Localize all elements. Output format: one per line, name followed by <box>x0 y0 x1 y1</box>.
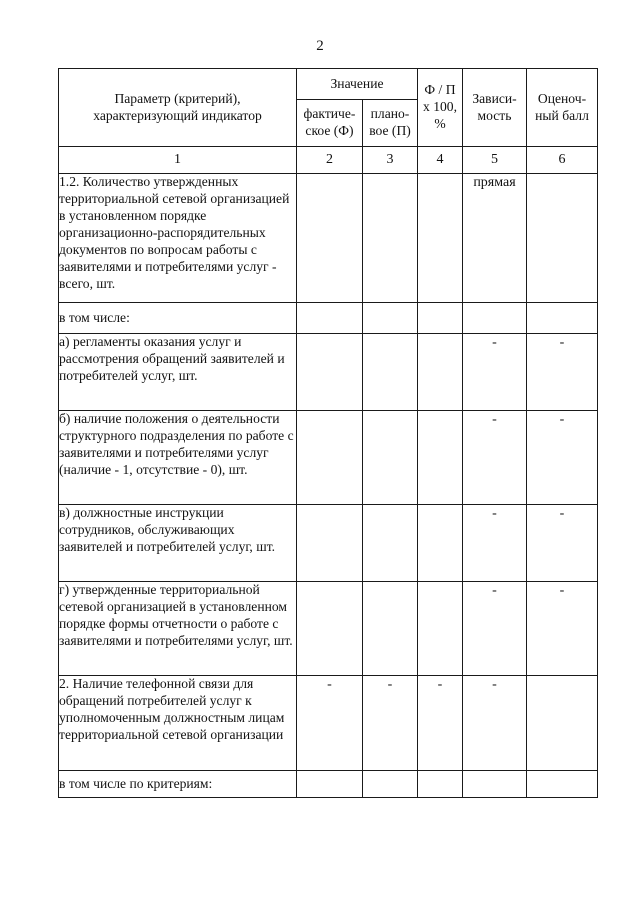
parameter-cell: в) должностные инструкции сотрудников, обслуживающих заявителей и потребителей услуг, шт. <box>59 505 297 582</box>
header-score-line1: Оценоч- <box>537 90 587 106</box>
ratio-cell <box>418 771 463 798</box>
planned-cell <box>363 411 418 505</box>
parameter-cell: а) регламенты оказания услуг и рассмотрения обращений заявителей и потребителей услуг, шт. <box>59 334 297 411</box>
table-row <box>59 303 598 334</box>
column-number: 2 <box>297 147 363 174</box>
score-cell <box>527 676 598 771</box>
header-actual <box>297 100 363 147</box>
planned-cell <box>363 505 418 582</box>
ratio-cell <box>418 303 463 334</box>
column-number-row <box>59 147 598 174</box>
table-row <box>59 676 598 771</box>
header-dependency-line2: мость <box>477 107 512 123</box>
dependency-cell: - <box>463 676 527 771</box>
table-row <box>59 174 598 303</box>
parameter-cell: г) утвержденные территориальной сетевой организацией в установленном порядке формы отчетности о работе с заявителями и потребителями услуг, шт. <box>59 582 297 676</box>
header-actual-line2: ское (Ф) <box>305 123 354 138</box>
column-number: 1 <box>59 147 297 174</box>
actual-cell: - <box>297 676 363 771</box>
column-number: 3 <box>363 147 418 174</box>
dependency-cell: прямая <box>463 174 527 303</box>
actual-cell <box>297 505 363 582</box>
actual-cell <box>297 771 363 798</box>
planned-cell <box>363 334 418 411</box>
actual-cell <box>297 174 363 303</box>
header-planned <box>363 100 418 147</box>
parameter-cell: б) наличие положения о деятельности структурного подразделения по работе с заявителями и потребителями услуг (наличие - 1, отсутствие - 0), шт. <box>59 411 297 505</box>
score-cell: - <box>527 582 598 676</box>
header-planned-line2: вое (П) <box>369 123 411 138</box>
header-row-top <box>59 69 598 100</box>
table-row <box>59 505 598 582</box>
page-number: 2 <box>316 38 324 54</box>
parameter-cell: 1.2. Количество утвержденных территориальной сетевой организацией в установленном порядке организационно-распорядительных документов по вопросам работы с заявителями и потребителями услуг - всего, шт. <box>59 174 297 303</box>
dependency-cell: - <box>463 582 527 676</box>
table-row <box>59 411 598 505</box>
dependency-cell <box>463 303 527 334</box>
planned-cell <box>363 582 418 676</box>
ratio-cell <box>418 411 463 505</box>
actual-cell <box>297 411 363 505</box>
header-value: Значение <box>297 69 418 100</box>
column-number: 4 <box>418 147 463 174</box>
header-ratio-line3: % <box>434 115 446 131</box>
header-parameter-line1: Параметр (критерий), <box>114 90 241 106</box>
actual-cell <box>297 334 363 411</box>
header-actual-line1: фактиче- <box>303 106 356 122</box>
header-parameter-line2: характеризующий индикатор <box>93 107 262 123</box>
planned-cell: - <box>363 676 418 771</box>
column-number: 5 <box>463 147 527 174</box>
header-ratio-line2: х 100, <box>423 99 457 114</box>
planned-cell <box>363 771 418 798</box>
dependency-cell <box>463 771 527 798</box>
planned-cell <box>363 303 418 334</box>
header-dependency-line1: Зависи- <box>472 90 517 106</box>
header-planned-line1: плано- <box>370 106 410 122</box>
header-ratio-line1: Ф / П <box>424 82 456 98</box>
header-parameter <box>59 69 297 147</box>
dependency-cell: - <box>463 411 527 505</box>
column-number: 6 <box>527 147 598 174</box>
table-row <box>59 582 598 676</box>
ratio-cell <box>418 505 463 582</box>
table-row <box>59 334 598 411</box>
parameter-cell: в том числе: <box>59 303 297 334</box>
score-cell: - <box>527 505 598 582</box>
ratio-cell <box>418 174 463 303</box>
planned-cell <box>363 174 418 303</box>
score-cell <box>527 174 598 303</box>
score-cell: - <box>527 334 598 411</box>
header-score <box>527 69 598 147</box>
indicator-table <box>58 68 598 798</box>
header-dependency <box>463 69 527 147</box>
actual-cell <box>297 582 363 676</box>
ratio-cell <box>418 334 463 411</box>
dependency-cell: - <box>463 505 527 582</box>
ratio-cell: - <box>418 676 463 771</box>
score-cell: - <box>527 411 598 505</box>
score-cell <box>527 303 598 334</box>
header-ratio <box>418 69 463 147</box>
score-cell <box>527 771 598 798</box>
table-row <box>59 771 598 798</box>
header-score-line2: ный балл <box>535 107 589 123</box>
parameter-cell: 2. Наличие телефонной связи для обращений потребителей услуг к уполномоченным должностным лицам территориальной сетевой организации <box>59 676 297 771</box>
actual-cell <box>297 303 363 334</box>
parameter-cell: в том числе по критериям: <box>59 771 297 798</box>
ratio-cell <box>418 582 463 676</box>
dependency-cell: - <box>463 334 527 411</box>
